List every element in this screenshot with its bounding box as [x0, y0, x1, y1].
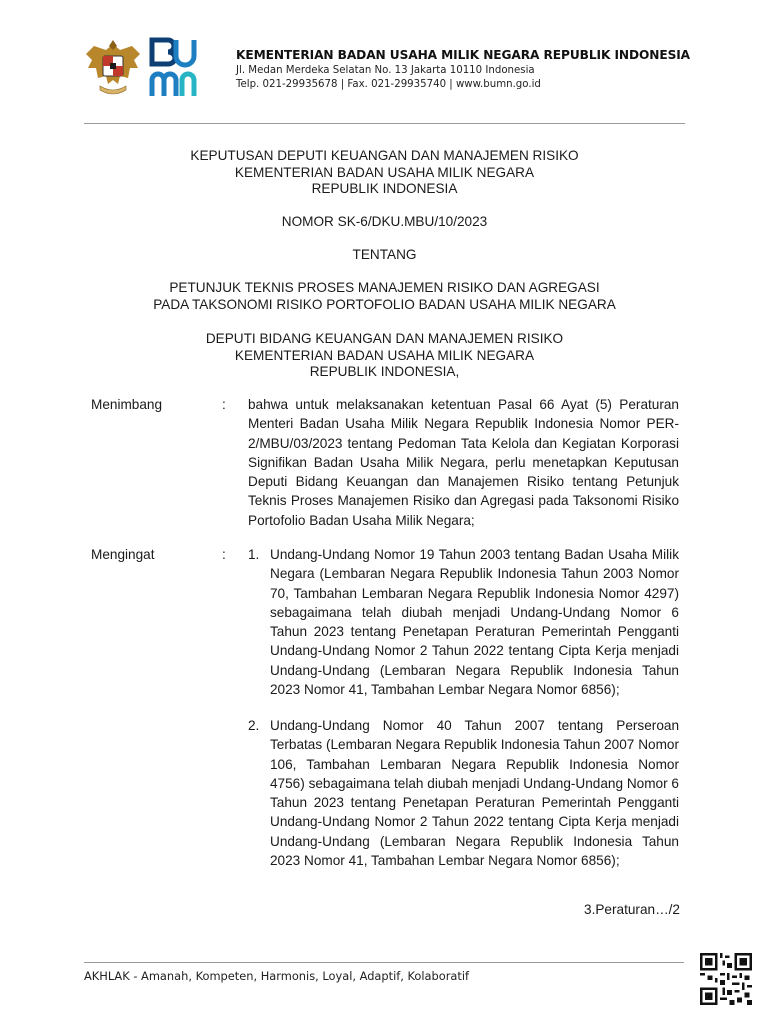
mengingat-colon: :	[222, 547, 226, 562]
decree-about: TENTANG	[352, 247, 417, 262]
decree-issuer-line: DEPUTI BIDANG KEUANGAN DAN MANAJEMEN RISIKO	[205, 331, 564, 346]
decree-issuer-line: REPUBLIK INDONESIA,	[309, 364, 460, 380]
decree-title-line: REPUBLIK INDONESIA	[311, 181, 458, 197]
footer-divider	[84, 962, 684, 963]
institution-name: KEMENTERIAN BADAN USAHA MILIK NEGARA REPUBLIK INDONESIA	[236, 48, 691, 62]
letterhead	[236, 48, 691, 90]
list-item: Undang-Undang Nomor 40 Tahun 2007 tentang Perseroan Terbatas (Lembaran Negara Republik Indonesia Tahun 2007 Nomor 106, Tambahan Lembaran Negara Republik Indonesia Nomor 4756) sebagaimana telah diubah menjadi Undang-Undang Nomor 6 Tahun 2023 tentang Penetapan Peraturan Pemerintah Pengganti Undang-Undang Nomor 2 Tahun 2022 tentang Cipta Kerja menjadi Undang-Undang (Lembaran Negara Republik Indonesia Tahun 2023 Nomor 41, Tambahan Lembar Negara Nomor 6856);	[270, 718, 679, 869]
page-continuation: 3.Peraturan…/2	[584, 902, 680, 917]
decree-subject-line: PADA TAKSONOMI RISIKO PORTOFOLIO BADAN USAHA MILIK NEGARA	[153, 296, 616, 312]
menimbang-colon: :	[222, 397, 226, 412]
decree-subject	[84, 280, 685, 313]
decree-title	[84, 148, 685, 198]
menimbang-text: bahwa untuk melaksanakan ketentuan Pasal 66 Ayat (5) Peraturan Menteri Badan Usaha Milik Negara Republik Indonesia Nomor PER-2/MBU/03/2023 tentang Pedoman Tata Kelola dan Kegiatan Korporasi Signifikan Badan Usaha Milik Negara, perlu menetapkan Keputusan Deputi Bidang Keuangan dan Manajemen Risiko tentang Petunjuk Teknis Proses Manajemen Risiko dan Agregasi pada Taksonomi Risiko Portofolio Badan Usaha Milik Negara;	[248, 397, 679, 528]
mengingat-label: Mengingat	[91, 547, 155, 562]
list-item: Undang-Undang Nomor 19 Tahun 2003 tentang Badan Usaha Milik Negara (Lembaran Negara Republik Indonesia Tahun 2003 Nomor 70, Tambahan Lembaran Negara Republik Indonesia Nomor 4297) sebagaimana telah diubah menjadi Undang-Undang Nomor 6 Tahun 2023 tentang Penetapan Peraturan Pemerintah Pengganti Undang-Undang Nomor 2 Tahun 2022 tentang Cipta Kerja menjadi Undang-Undang (Lembaran Negara Republik Indonesia Tahun 2023 Nomor 41, Tambahan Lembar Negara Nomor 6856);	[270, 547, 679, 698]
decree-issuer	[84, 331, 685, 381]
list-item-number: 2.	[248, 718, 260, 733]
bumn-logo-icon	[148, 36, 200, 100]
decree-number: NOMOR SK-6/DKU.MBU/10/2023	[281, 214, 488, 229]
footer-slogan: AKHLAK - Amanah, Kompeten, Harmonis, Loyal, Adaptif, Kolaboratif	[84, 969, 470, 983]
qr-code-icon	[700, 953, 752, 1005]
institution-address: Jl. Medan Merdeka Selatan No. 13 Jakarta 10110 Indonesia	[236, 65, 535, 76]
institution-contact: Telp. 021-29935678 | Fax. 021-29935740 | www.bumn.go.id	[236, 79, 541, 90]
menimbang-label: Menimbang	[91, 397, 163, 412]
decree-issuer-line: KEMENTERIAN BADAN USAHA MILIK NEGARA	[234, 347, 535, 363]
list-item-number: 1.	[248, 547, 260, 562]
decree-subject-line: PETUNJUK TEKNIS PROSES MANAJEMEN RISIKO DAN AGREGASI	[169, 280, 600, 295]
decree-title-line: KEMENTERIAN BADAN USAHA MILIK NEGARA	[234, 164, 535, 180]
letterhead-divider	[84, 123, 685, 124]
decree-title-line: KEPUTUSAN DEPUTI KEUANGAN DAN MANAJEMEN RISIKO	[190, 148, 579, 163]
garuda-emblem-icon	[84, 38, 142, 98]
